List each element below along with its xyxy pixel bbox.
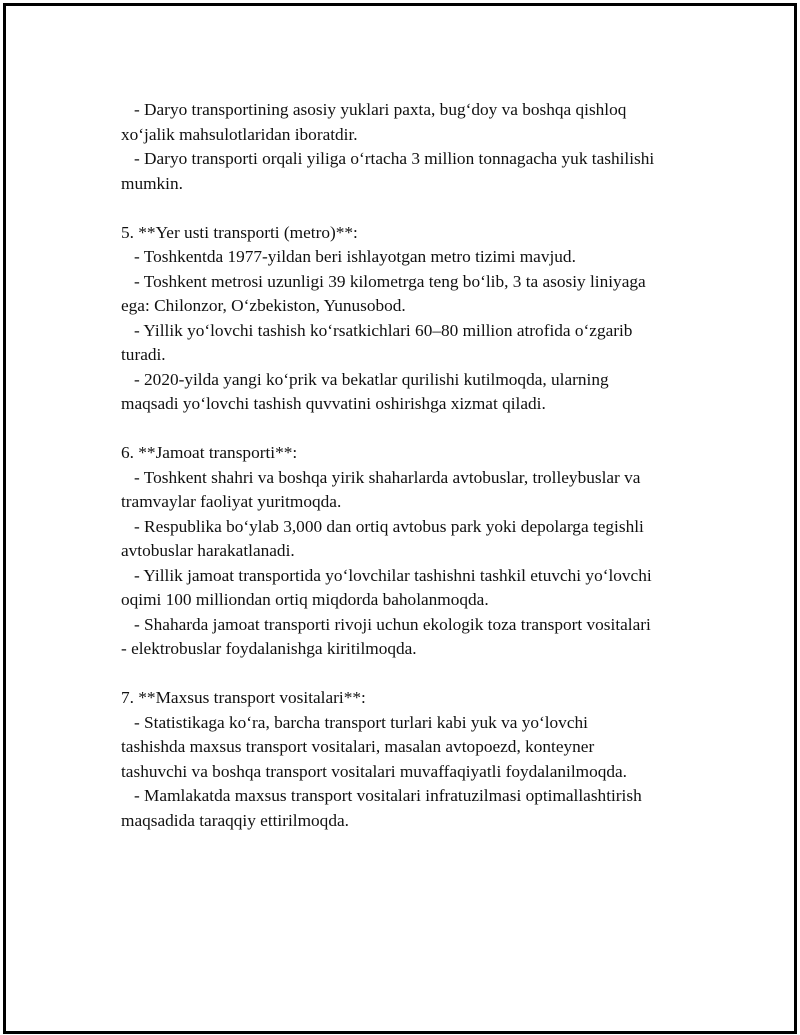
text-line: - Daryo transportining asosiy yuklari paxta, bug‘doy va boshqa qishloq	[121, 100, 627, 119]
text-line: oqimi 100 milliondan ortiq miqdorda baholanmoqda.	[121, 590, 489, 609]
text-line: ega: Chilonzor, O‘zbekiston, Yunusobod.	[121, 296, 406, 315]
text-line: - Yillik jamoat transportida yo‘lovchilar tashishni tashkil etuvchi yo‘lovchi	[121, 565, 652, 585]
text-line: mumkin.	[121, 173, 183, 193]
blank-line	[121, 417, 701, 442]
text-line: - Daryo transporti orqali yiliga o‘rtacha 3 million tonnagacha yuk tashilishi	[121, 149, 655, 168]
section-heading: 6. **Jamoat transporti**:	[121, 443, 298, 462]
blank-line	[121, 662, 701, 687]
text-line: tramvaylar faoliyat yuritmoqda.	[121, 492, 342, 511]
text-line: - 2020-yilda yangi ko‘prik va bekatlar qurilishi kutilmoqda, ularning	[121, 369, 609, 389]
text-line: tashuvchi va boshqa transport vositalari muvaffaqiyatli foydalanilmoqda.	[121, 761, 627, 781]
text-line: - elektrobuslar foydalanishga kiritilmoqda.	[121, 639, 417, 658]
text-line: turadi.	[121, 345, 166, 364]
text-line: - Statistikaga ko‘ra, barcha transport turlari kabi yuk va yo‘lovchi	[121, 712, 588, 732]
text-line: - Yillik yo‘lovchi tashish ko‘rsatkichlari 60–80 million atrofida o‘zgarib	[121, 320, 633, 340]
section-heading: 5. **Yer usti transporti (metro)**:	[121, 222, 358, 242]
text-line: - Mamlakatda maxsus transport vositalari infratuzilmasi optimallashtirish	[121, 786, 642, 805]
text-line: avtobuslar harakatlanadi.	[121, 541, 295, 560]
blank-line	[121, 196, 701, 221]
section-heading: 7. **Maxsus transport vositalari**:	[121, 688, 366, 707]
text-line: tashishda maxsus transport vositalari, masalan avtopoezd, konteyner	[121, 737, 595, 756]
text-line: - Toshkent metrosi uzunligi 39 kilometrga teng bo‘lib, 3 ta asosiy liniyaga	[121, 271, 646, 291]
text-line: - Toshkent shahri va boshqa yirik shaharlarda avtobuslar, trolleybuslar va	[121, 467, 641, 487]
text-line: - Respublika bo‘ylab 3,000 dan ortiq avtobus park yoki depolarga tegishli	[121, 516, 644, 536]
text-line: maqsadida taraqqiy ettirilmoqda.	[121, 810, 349, 830]
text-line: - Toshkentda 1977-yildan beri ishlayotgan metro tizimi mavjud.	[121, 247, 576, 266]
text-line: maqsadi yo‘lovchi tashish quvvatini oshirishga xizmat qiladi.	[121, 394, 546, 413]
text-line: xo‘jalik mahsulotlaridan iboratdir.	[121, 124, 358, 144]
document-body	[121, 98, 701, 833]
text-line: - Shaharda jamoat transporti rivoji uchun ekologik toza transport vositalari	[121, 614, 651, 634]
page-frame	[3, 3, 797, 1034]
